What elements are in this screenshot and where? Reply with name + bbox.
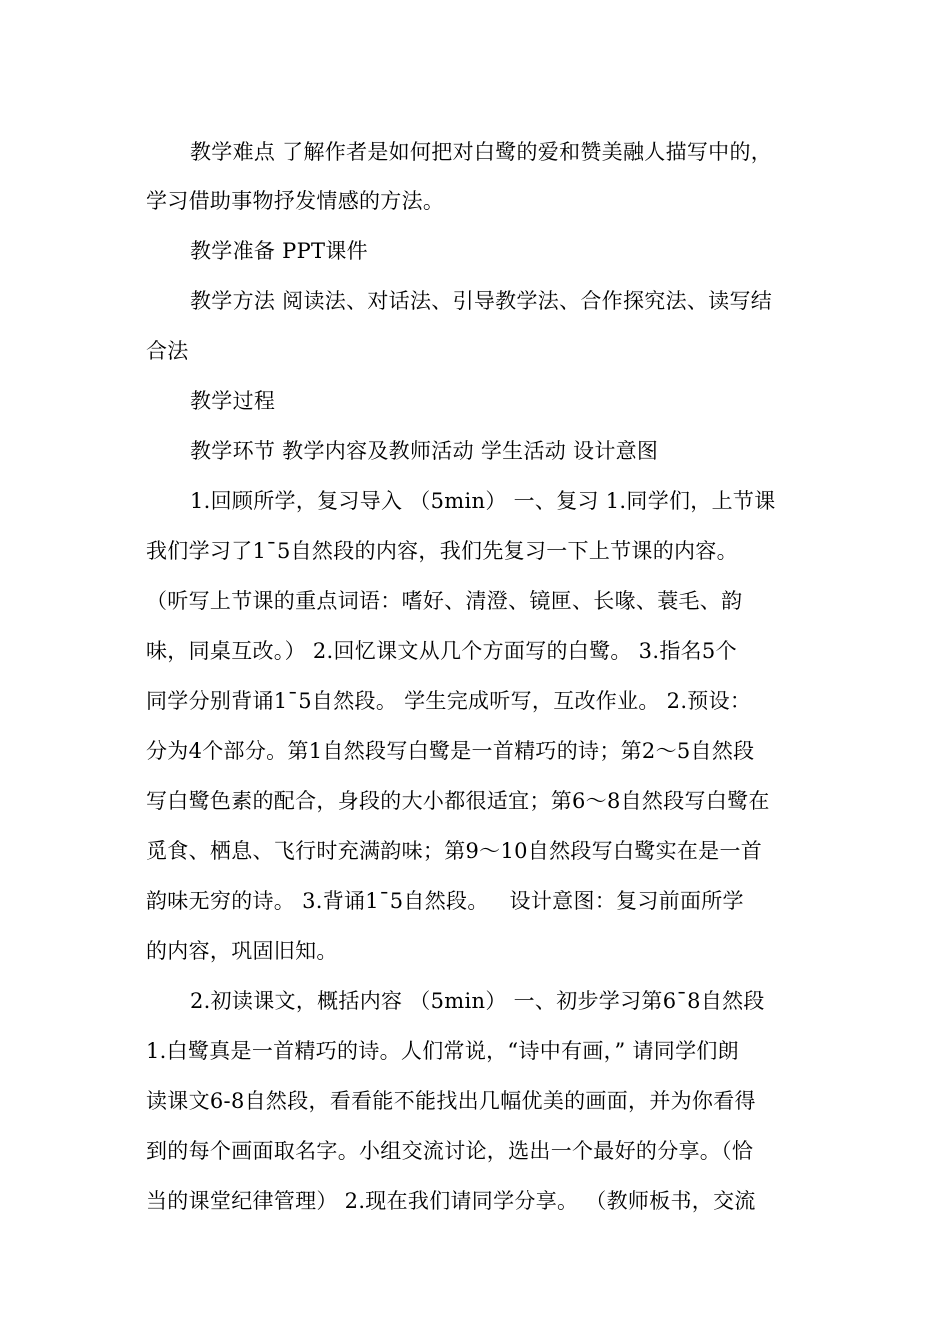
text-line-18: 2.初读课文，概括内容 （5min） 一、初步学习第6¯8自然段 bbox=[190, 989, 765, 1013]
text-line-11: 味，同桌互改。） 2.回忆课文从几个方面写的白鹭。 3.指名5个 bbox=[146, 639, 737, 663]
text-line-22: 当的课堂纪律管理） 2.现在我们请同学分享。 （教师板书，交流 bbox=[146, 1189, 756, 1213]
text-line-1: 教学难点 了解作者是如何把对白鹭的爱和赞美融人描写中的， bbox=[190, 140, 773, 164]
text-line-4: 教学方法 阅读法、对话法、引导教学法、合作探究法、读写结 bbox=[190, 289, 773, 313]
text-line-17: 的内容，巩固旧知。 bbox=[146, 939, 338, 963]
text-line-7: 教学环节 教学内容及教师活动 学生活动 设计意图 bbox=[190, 439, 659, 463]
text-line-5: 合法 bbox=[146, 339, 189, 363]
text-line-15: 觅食、栖息、飞行时充满韵味；第9～10自然段写白鹭实在是一首 bbox=[146, 839, 763, 863]
text-line-8: 1.回顾所学，复习导入 （5min） 一、复习 1.同学们，上节课 bbox=[190, 489, 776, 513]
text-line-16: 韵味无穷的诗。 3.背诵1¯5自然段。 设计意图：复习前面所学 bbox=[146, 889, 744, 913]
text-line-13: 分为4个部分。第1自然段写白鹭是一首精巧的诗；第2～5自然段 bbox=[146, 739, 755, 763]
text-line-9: 我们学习了1¯5自然段的内容，我们先复习一下上节课的内容。 bbox=[146, 539, 738, 563]
text-line-20: 读课文6-8自然段，看看能不能找出几幅优美的画面，并为你看得 bbox=[146, 1089, 756, 1113]
text-line-6: 教学过程 bbox=[190, 389, 276, 413]
text-line-10: （听写上节课的重点词语：嗜好、清澄、镜匣、长喙、蓑毛、韵 bbox=[146, 589, 743, 613]
text-line-2: 学习借助事物抒发情感的方法。 bbox=[146, 189, 445, 213]
text-line-21: 到的每个画面取名字。小组交流讨论，选出一个最好的分享。（恰 bbox=[146, 1139, 754, 1163]
text-line-19: 1.白鹭真是一首精巧的诗。人们常说，“诗中有画，” 请同学们朗 bbox=[146, 1039, 739, 1063]
text-line-3: 教学准备 PPT课件 bbox=[190, 239, 368, 263]
text-line-14: 写白鹭色素的配合，身段的大小都很适宜；第6～8自然段写白鹭在 bbox=[146, 789, 770, 813]
text-line-12: 同学分别背诵1¯5自然段。 学生完成听写，互改作业。 2.预设： bbox=[146, 689, 752, 713]
